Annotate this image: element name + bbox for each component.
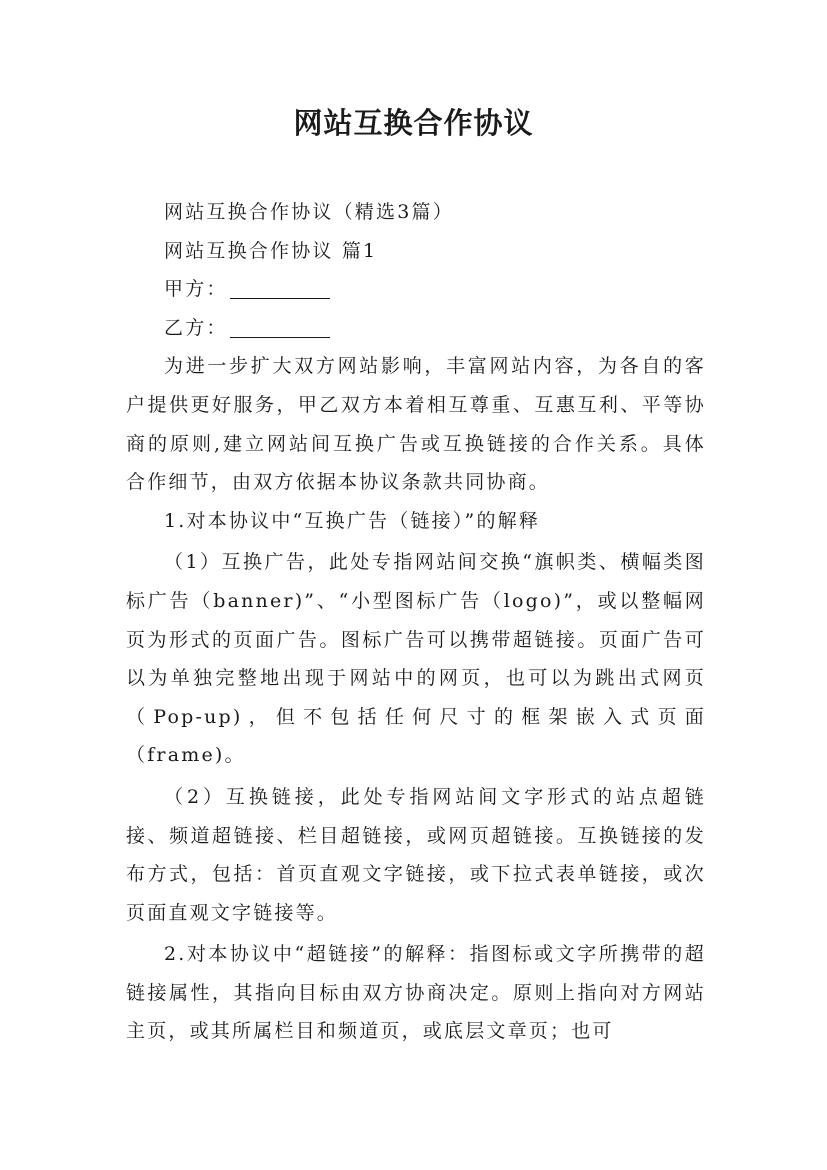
intro-paragraph: 为进一步扩大双方网站影响，丰富网站内容，为各自的客户提供更好服务，甲乙双方本着相互尊重、互惠互利、平等协商的原则,建立网站间互换广告或互换链接的合作关系。具体合作细节，由双方依据本协议条款共同协商。 — [126, 355, 706, 494]
party-a-label: 甲方： — [164, 278, 228, 301]
party-b-line — [126, 309, 706, 348]
document-title: 网站互换合作协议 — [293, 106, 534, 140]
party-a-blank — [230, 278, 330, 299]
party-b-label: 乙方： — [164, 316, 228, 339]
clause2-paragraph: 2.对本协议中“超链接”的解释：指图标或文字所携带的超链接属性，其指向目标由双方协商决定。原则上指向对方网站主页，或其所属栏目和频道页，或底层文章页；也可 — [126, 943, 706, 1043]
clause1-item1: （1）互换广告，此处专指网站间交换“旗帜类、横幅类图标广告（banner)”、“小型图标广告（logo)”，或以整幅网页为形式的页面广告。图标广告可以携带超链接。页面广告可以为单独完整地出现于网站中的网页，也可以为跳出式网页（Pop-up)，但不包括任何尺寸的框架嵌入式页面（frame)。 — [126, 551, 706, 767]
document-subtitle: 网站互换合作协议（精选3篇） — [164, 201, 454, 223]
party-b-blank — [230, 317, 330, 338]
party-a-line — [126, 270, 706, 309]
clause1-item2: （2）互换链接，此处专指网站间文字形式的站点超链接、频道超链接、栏目超链接，或网页超链接。互换链接的发布方式，包括：首页直观文字链接，或下拉式表单链接，或次页面直观文字链接等。 — [126, 785, 706, 924]
section-heading: 网站互换合作协议 篇1 — [164, 239, 378, 262]
clause1-heading: 1.对本协议中“互换广告（链接）”的解释 — [164, 509, 541, 532]
document-body — [126, 193, 706, 1051]
